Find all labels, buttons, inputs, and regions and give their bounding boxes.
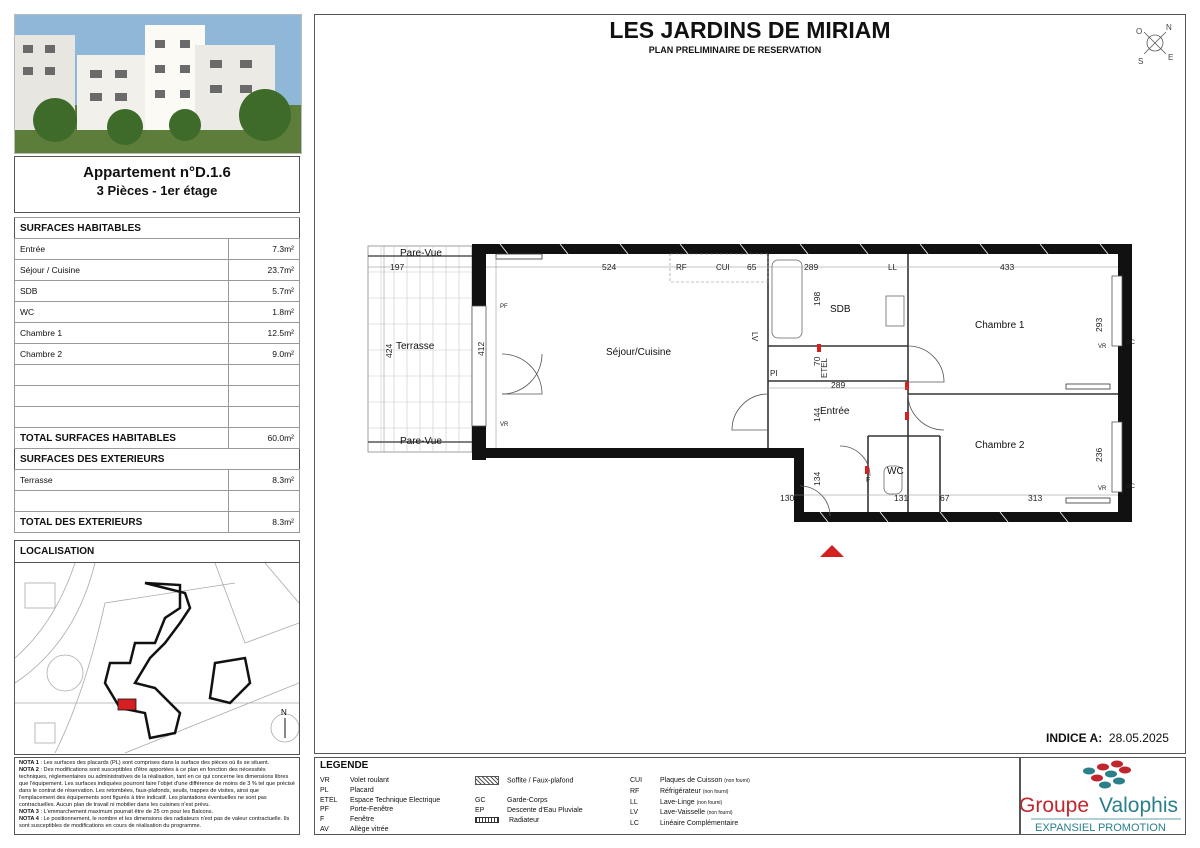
- dim-text: 197: [390, 262, 405, 272]
- legend-item: LL Lave-Linge (non fourni): [630, 798, 723, 806]
- svg-text:PI: PI: [770, 369, 778, 378]
- dim-text: 131: [894, 493, 909, 503]
- apartment-type: 3 Pièces - 1er étage: [96, 183, 218, 198]
- table-row: Chambre 2 9.0m²: [15, 344, 300, 365]
- room-sejour-label: Séjour/Cuisine: [606, 347, 672, 358]
- parevue-bottom-label: Pare-Vue: [400, 436, 442, 447]
- svg-text:LL: LL: [888, 263, 897, 272]
- dim-text: 412: [476, 341, 486, 356]
- room-chambre2-label: Chambre 2: [975, 440, 1025, 451]
- legend-item: F Fenêtre: [320, 816, 375, 824]
- svg-text:VR: VR: [1098, 344, 1107, 350]
- legend-item: EP Descente d'Eau Pluviale: [475, 806, 583, 814]
- legend-item: ETEL Espace Technique Electrique: [320, 796, 441, 804]
- map-north-label: N: [281, 708, 287, 717]
- dim-text: 236: [1094, 447, 1104, 462]
- svg-text:CUI: CUI: [716, 263, 730, 272]
- legend-item: CUI Plaques de Cuisson (non fourni): [630, 777, 750, 784]
- dim-text: 198: [812, 291, 822, 306]
- table-row: SDB 5.7m²: [15, 281, 300, 302]
- table-row: WC 1.8m²: [15, 302, 300, 323]
- notes-box: NOTA 1 : Les surfaces des placards (PL) sont comprises dans la surface des pièces où ils se situent. NOTA 2 : Des modifications sont susceptibles d'être apportées à ce plan en fonction des nécessités techniques, réglementaires ou administratives de la réalisation, tant en ce qui concerne les dimensions libres que l'équipement. Les surfaces indiquées pourront faire l'objet d'une différence de moins de 3 % tel que précisé dans le contrat de réservation. Les retombées, faux-plafonds, seuils, trappes de visites, ainsi que l'emplacement des équipements sont figurés à titre indicatif. Les plantations éventuelles ne sont pas contractuelles. Aucun plan de travail ni mobilier dans les cuisines n'est prévu. NOTA 3 : L'emmarchement maximum pourrait être de 25 cm pour les Balcons. NOTA 4 : Le positionnement, le nombre et les dimensions des radiateurs n'est pas de valeur contractuelle. Ils sont susceptibles de modifications en cours de réalisation du programme.: [14, 757, 300, 835]
- surfaces-table: [14, 217, 300, 533]
- legend-box: [314, 757, 1020, 835]
- table-row-empty: [15, 491, 300, 512]
- total-exterieurs-row: TOTAL DES EXTERIEURS 8.3m²: [15, 512, 300, 533]
- brand-logo: [1020, 757, 1186, 835]
- apartment-name: Appartement n°D.1.6: [83, 164, 231, 181]
- svg-text:GC: GC: [1126, 484, 1135, 490]
- legend-item: AV Allège vitrée: [320, 825, 389, 833]
- logo-brand-b: Valophis: [1099, 794, 1178, 817]
- room-chambre1-label: Chambre 1: [975, 320, 1025, 331]
- room-terrasse-label: Terrasse: [396, 341, 435, 352]
- dim-text: 313: [1028, 493, 1043, 503]
- dim-text: 130: [780, 493, 795, 503]
- svg-text:VR: VR: [500, 422, 509, 428]
- legend-item: Soffite / Faux-plafond: [475, 776, 583, 786]
- dim-text: 433: [1000, 262, 1015, 272]
- legend-item: RF Réfrigérateur (non fourni): [630, 787, 729, 795]
- doors: [502, 346, 944, 516]
- compass-icon: [1130, 18, 1180, 68]
- plan-subtitle: PLAN PRELIMINAIRE DE RESERVATION: [648, 45, 822, 55]
- site-map: [15, 563, 299, 753]
- table-row: Entrée 7.3m²: [15, 239, 300, 260]
- project-title: LES JARDINS DE MIRIAM: [609, 17, 891, 43]
- soffite-hatch-icon: [475, 776, 499, 785]
- svg-text:F: F: [866, 477, 871, 484]
- dim-text: 293: [1094, 317, 1104, 332]
- table-row-empty: [15, 386, 300, 407]
- legend-item: Radiateur: [475, 816, 583, 826]
- surfaces-habitables-heading: SURFACES HABITABLES: [15, 218, 300, 239]
- room-wc-label: WC: [887, 466, 904, 477]
- radiator-icon: [475, 817, 499, 823]
- total-habitables-row: TOTAL SURFACES HABITABLES 60.0m²: [15, 428, 300, 449]
- parevue-top-label: Pare-Vue: [400, 248, 442, 259]
- building-photo: [14, 14, 302, 154]
- dim-text: 65: [747, 262, 757, 272]
- logo-brand-a: Groupe: [1021, 794, 1090, 817]
- dim-text: 524: [602, 262, 617, 272]
- dim-text: 67: [940, 493, 950, 503]
- legend-title: LEGENDE: [320, 760, 369, 771]
- table-row: Chambre 1 12.5m²: [15, 323, 300, 344]
- svg-text:RF: RF: [676, 263, 687, 272]
- dim-text: 70: [812, 356, 822, 366]
- dim-text: 424: [384, 343, 394, 358]
- svg-text:ETEL: ETEL: [820, 357, 829, 378]
- svg-text:PF: PF: [500, 304, 508, 310]
- svg-text:O: O: [1136, 27, 1143, 36]
- svg-text:LV: LV: [750, 332, 759, 342]
- room-sdb-label: SDB: [830, 304, 851, 315]
- svg-text:GC: GC: [1126, 340, 1135, 346]
- apartment-title-box: [14, 156, 300, 213]
- localisation-heading: LOCALISATION: [15, 541, 299, 563]
- indice-date: INDICE A: 28.05.2025: [1046, 731, 1169, 745]
- legend-item: LV Lave-Vaisselle (non fourni): [630, 809, 733, 817]
- dim-text: 144: [812, 407, 822, 422]
- floor-plan: [360, 236, 1140, 566]
- table-row-empty: [15, 407, 300, 428]
- surfaces-exterieurs-heading: SURFACES DES EXTERIEURS: [15, 449, 300, 470]
- svg-text:S: S: [1138, 57, 1144, 66]
- room-entree-label: Entrée: [820, 406, 850, 417]
- legend-item: VR Volet roulant: [320, 777, 389, 784]
- svg-text:VR: VR: [1098, 486, 1107, 492]
- legend-item: LC Linéaire Complémentaire: [630, 820, 739, 828]
- svg-text:E: E: [1168, 53, 1174, 62]
- dim-text: 134: [812, 471, 822, 486]
- dim-text: 289: [831, 380, 846, 390]
- table-row-empty: [15, 365, 300, 386]
- table-row: Terrasse 8.3m²: [15, 470, 300, 491]
- legend-item: GC Garde-Corps: [475, 796, 548, 804]
- dim-text: 289: [804, 262, 819, 272]
- legend-item: PL Placard: [320, 786, 374, 794]
- entry-triangle-icon: [820, 545, 844, 559]
- logo-dots-icon: [1083, 761, 1131, 789]
- logo-subtitle: EXPANSIEL PROMOTION: [1035, 822, 1166, 834]
- legend-item: PF Porte-Fenêtre: [320, 806, 394, 814]
- table-row: Séjour / Cuisine 23.7m²: [15, 260, 300, 281]
- apartment-location-marker: [118, 699, 136, 710]
- svg-text:N: N: [1166, 23, 1172, 32]
- localisation-box: [14, 540, 300, 755]
